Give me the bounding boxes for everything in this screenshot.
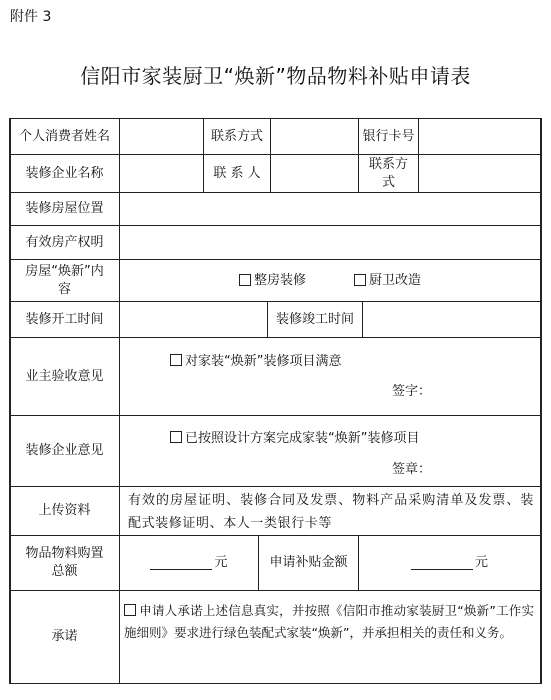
form-title: 信阳市家装厨卫“焕新”物品物料补贴申请表: [80, 64, 471, 88]
field-company-name[interactable]: [120, 155, 203, 192]
option-kitchen-bath-label: 厨卫改造: [369, 272, 422, 288]
label-consumer-name: 个人消费者姓名: [18, 128, 110, 144]
checkbox-icon[interactable]: [354, 274, 366, 286]
label-contact-method: 联系方式: [210, 128, 263, 144]
option-whole-house-label: 整房装修: [253, 272, 306, 288]
subsidy-unit: 元: [474, 555, 488, 571]
checkbox-icon[interactable]: [170, 354, 182, 366]
owner-statement-text: 对家装“焕新”装修项目满意: [185, 354, 342, 369]
field-bank-card[interactable]: [419, 119, 540, 154]
renovation-options: [120, 260, 540, 301]
subsidy-amount-blank[interactable]: [411, 557, 473, 570]
label-total-amount: 物品物料购置 总额: [25, 546, 104, 579]
label-house-location: 装修房屋位置: [25, 201, 104, 217]
field-house-location[interactable]: [120, 193, 540, 225]
checkbox-icon[interactable]: [170, 431, 182, 443]
label-company-name: 装修企业名称: [25, 165, 104, 181]
label-company-opinion: 装修企业意见: [25, 443, 104, 459]
owner-signature-label: 签字：: [392, 384, 432, 399]
checkbox-icon[interactable]: [124, 604, 136, 616]
company-statement-text: 已按照设计方案完成家装“焕新”装修项目: [185, 431, 420, 446]
attachment-label: 附件 3: [10, 9, 52, 25]
field-start-time[interactable]: [120, 302, 267, 337]
company-seal-label: 签章：: [392, 462, 432, 477]
company-statement[interactable]: [170, 427, 419, 446]
label-commitment: 承诺: [51, 629, 78, 645]
field-company-contact-method[interactable]: [419, 155, 540, 192]
commitment-content: 申请人承诺上述信息真实，并按照《信阳市推动家装厨卫“焕新”工作实施细则》要求进行绿色装配式家装“焕新”，并承担相关的责任和义务。: [124, 603, 534, 640]
field-consumer-name[interactable]: [120, 119, 203, 154]
label-renovation-content: 房屋“焕新”内 容: [25, 263, 104, 297]
owner-statement[interactable]: [170, 350, 341, 369]
field-subsidy-amount[interactable]: [359, 536, 540, 590]
option-whole-house[interactable]: [239, 272, 306, 290]
commitment-text[interactable]: [124, 600, 534, 644]
upload-materials-text: 有效的房屋证明、装修合同及发票、物料产品采购清单及发票、装配式装修证明、本人一类银行卡等: [128, 493, 534, 531]
label-property-proof: 有效房产权明: [25, 234, 104, 250]
field-contact-method[interactable]: [271, 119, 358, 154]
label-start-time: 装修开工时间: [25, 311, 104, 327]
option-kitchen-bath[interactable]: [354, 272, 421, 290]
label-owner-opinion: 业主验收意见: [25, 368, 104, 384]
table-border-right: [540, 118, 542, 684]
field-end-time[interactable]: [363, 302, 540, 337]
checkbox-icon[interactable]: [239, 274, 251, 286]
field-property-proof[interactable]: [120, 226, 540, 259]
total-unit: 元: [214, 555, 228, 571]
label-bank-card: 银行卡号: [362, 128, 415, 144]
label-upload-materials: 上传资料: [38, 503, 91, 519]
label-contact-person: 联 系 人: [213, 165, 261, 181]
label-end-time: 装修竣工时间: [275, 311, 354, 327]
label-company-contact-method: 联系方 式: [368, 156, 408, 190]
label-subsidy-amount: 申请补贴金额: [269, 555, 348, 571]
field-total-amount[interactable]: [120, 536, 258, 590]
field-contact-person[interactable]: [271, 155, 358, 192]
total-amount-blank[interactable]: [150, 557, 212, 570]
